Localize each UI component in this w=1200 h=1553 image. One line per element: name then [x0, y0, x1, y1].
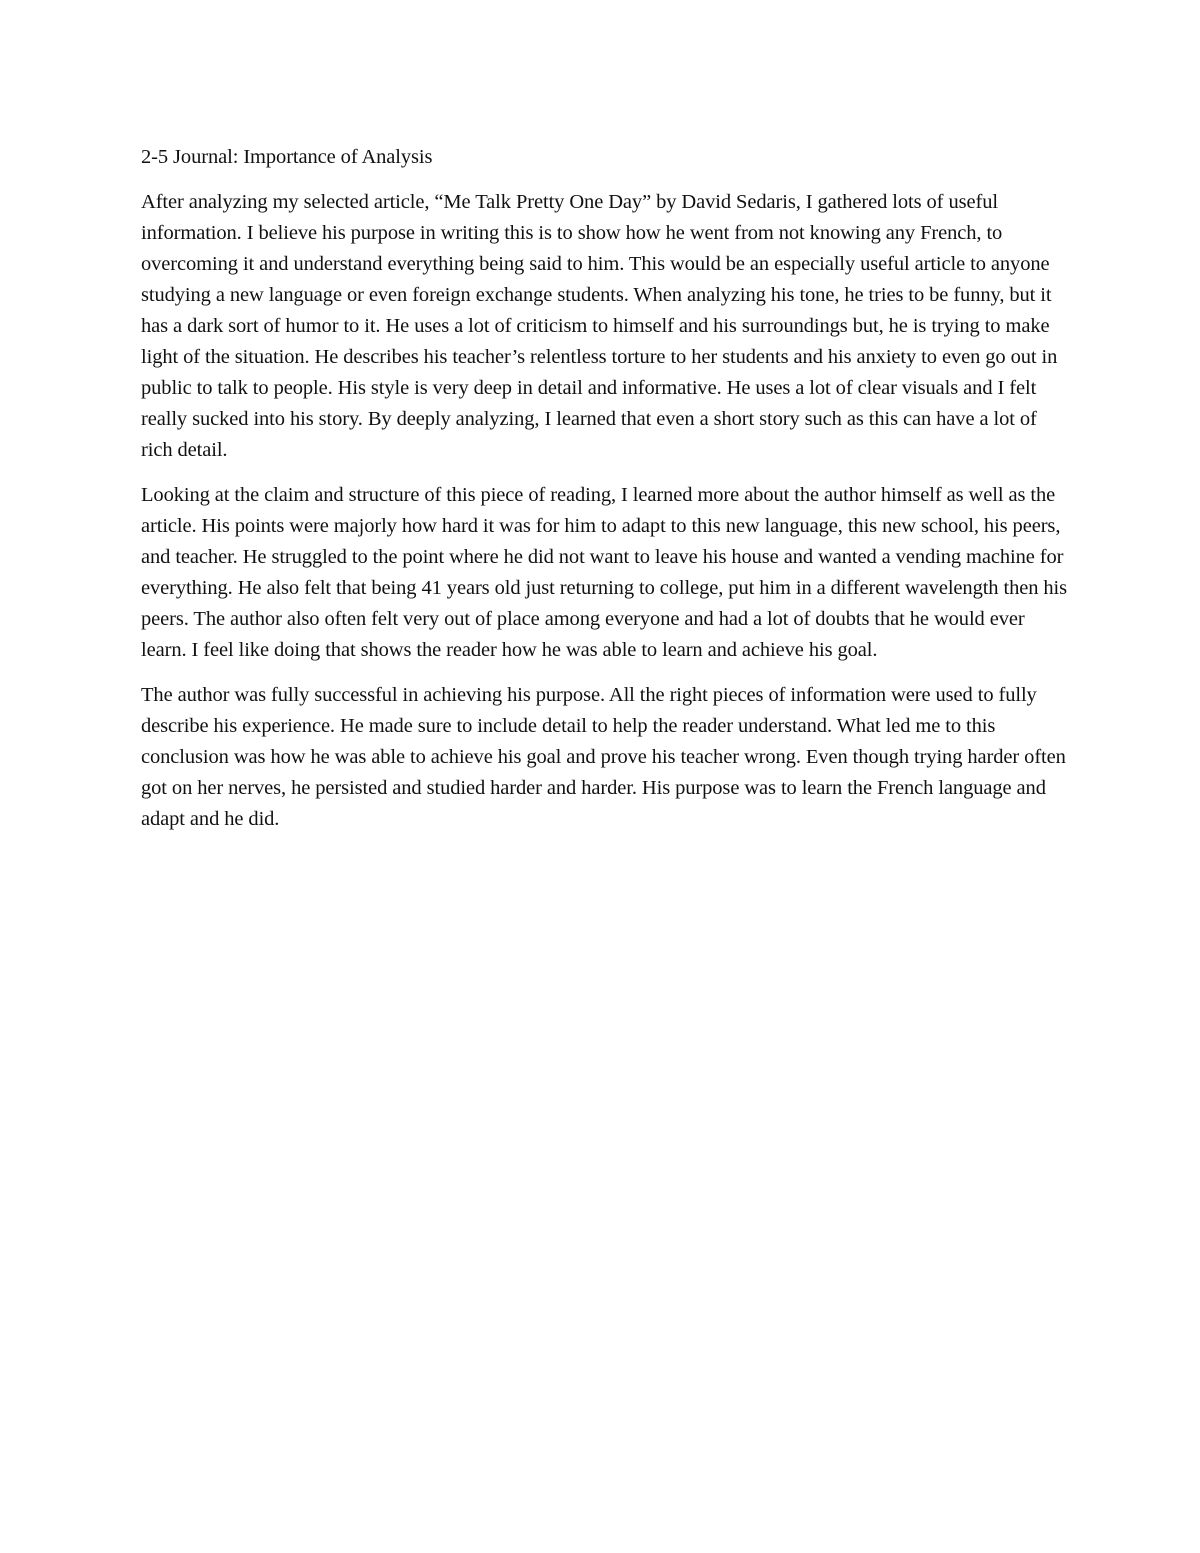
- document-title: 2-5 Journal: Importance of Analysis: [141, 146, 433, 168]
- paragraph-2: Looking at the claim and structure of this piece of reading, I learned more about the author himself as well as the article. His points were majorly how hard it was for him to adapt to this new language, this new school, his peers, and teacher. He struggled to the point where he did not want to leave his house and wanted a vending machine for everything. He also felt that being 41 years old just returning to college, put him in a different wavelength then his peers. The author also often felt very out of place among everyone and had a lot of doubts that he would ever learn. I feel like doing that shows the reader how he was able to learn and achieve his goal.: [141, 484, 1068, 661]
- paragraph-1: After analyzing my selected article, “Me Talk Pretty One Day” by David Sedaris, I gathered lots of useful information. I believe his purpose in writing this is to show how he went from not knowing any French, to overcoming it and understand everything being said to him. This would be an especially useful article to anyone studying a new language or even foreign exchange students. When analyzing his tone, he tries to be funny, but it has a dark sort of humor to it. He uses a lot of criticism to himself and his surroundings but, he is trying to make light of the situation. He describes his teacher’s relentless torture to her students and his anxiety to even go out in public to talk to people. His style is very deep in detail and informative. He uses a lot of clear visuals and I felt really sucked into his story. By deeply analyzing, I learned that even a short story such as this can have a lot of rich detail.: [141, 191, 1058, 461]
- paragraph-3: The author was fully successful in achieving his purpose. All the right pieces of information were used to fully describe his experience. He made sure to include detail to help the reader understand. What led me to this conclusion was how he was able to achieve his goal and prove his teacher wrong. Even though trying harder often got on her nerves, he persisted and studied harder and harder. His purpose was to learn the French language and adapt and he did.: [141, 684, 1066, 830]
- document-body: [141, 142, 1071, 849]
